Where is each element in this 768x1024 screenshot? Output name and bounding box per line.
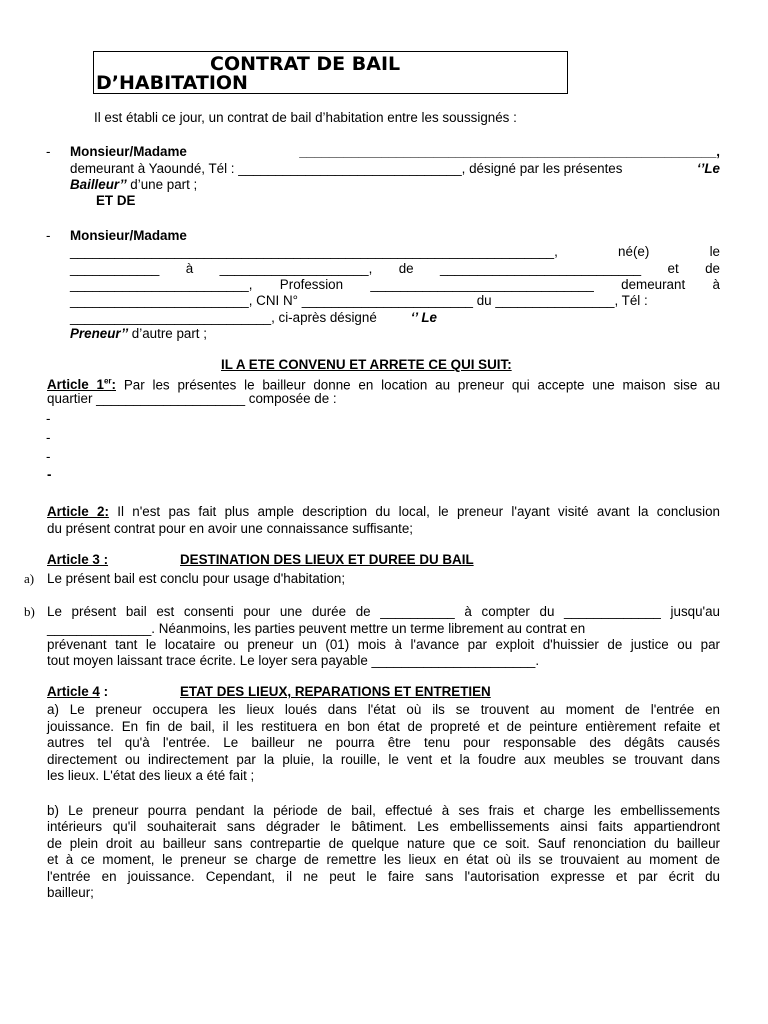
art3-heading: DESTINATION DES LIEUX ET DUREE DU BAIL bbox=[180, 552, 474, 567]
art1-dash-4: - bbox=[47, 467, 52, 482]
et-de-label: ET DE bbox=[96, 193, 136, 208]
party1-name-blank: ________________________________________________________, bbox=[299, 144, 720, 159]
art3-a-text: Le présent bail est conclu pour usage d'habitation; bbox=[47, 571, 346, 586]
art4-b-text5: l'entrée en jouissance. Cependant, il ne peut le faire sans l'autorisation expresse et par écrit du bbox=[47, 869, 720, 884]
art3-b-text2: ______________. Néanmoins, les parties peuvent mettre un terme librement au contrat en bbox=[47, 621, 586, 636]
art4-a-line1 bbox=[47, 702, 720, 718]
party2-profession-blank: ______________________________ bbox=[370, 277, 594, 292]
convenu-heading: IL A ETE CONVENU ET ARRETE CE QUI SUIT: bbox=[221, 357, 512, 372]
art2-text: Il n'est pas fait plus ample description du local, le preneur l'ayant visité avant la conclusion bbox=[108, 504, 720, 519]
document-title-line1: CONTRAT DE BAIL bbox=[210, 53, 401, 75]
art1-colon: : bbox=[111, 377, 116, 393]
party1-bailleur-label: Bailleur’’ bbox=[70, 177, 127, 192]
art4-label: Article 4 bbox=[47, 684, 100, 699]
art4-b-text4: et à ce moment, le preneur se charge de remettre les lieux en état où ils se trouvaient au moment de bbox=[47, 852, 720, 867]
party2-address-blank: ___________________________, ci-après désigné bbox=[70, 310, 377, 325]
art3-b-line1 bbox=[47, 604, 720, 620]
art3-label: Article 3 : bbox=[47, 552, 109, 567]
party2-de-label: de bbox=[398, 261, 414, 276]
document-title-line2: D’HABITATION bbox=[96, 72, 248, 94]
art3-b-text3: prévenant tant le locataire ou preneur un (01) mois à l'avance par exploit d'huissier de justice ou par bbox=[47, 637, 720, 652]
intro-text: Il est établi ce jour, un contrat de bail d’habitation entre les soussignés : bbox=[94, 110, 517, 125]
art4-b-text1: b) Le preneur pourra pendant la période de bail, effectué à ses frais et charge les embellissements bbox=[47, 803, 720, 818]
art4-colon: : bbox=[99, 684, 109, 699]
art1-dash-2: - bbox=[46, 430, 51, 445]
art3-b-line2 bbox=[47, 621, 720, 637]
party2-quote-open: ‘’ Le bbox=[410, 310, 437, 325]
party2-date-blank: ____________ bbox=[70, 261, 160, 276]
party1-line1 bbox=[70, 144, 720, 160]
party1-address: demeurant à Yaoundé, Tél : ______________________________, désigné par les présentes bbox=[70, 161, 623, 176]
art4-a-line2 bbox=[47, 719, 720, 735]
party1-quote-open: ‘’Le bbox=[696, 161, 720, 176]
art4-heading: ETAT DES LIEUX, REPARATIONS ET ENTRETIEN bbox=[180, 684, 491, 699]
party2-name-blank: _________________________________________________________________, bbox=[70, 244, 558, 259]
party2-a2-label: à bbox=[712, 277, 720, 292]
party2-et-label: et bbox=[667, 261, 679, 276]
art2-line2: du présent contrat pour en avoir une connaissance suffisante; bbox=[47, 521, 413, 536]
art4-a-line4 bbox=[47, 752, 720, 768]
art4-b-line2 bbox=[47, 819, 720, 835]
party1-line2 bbox=[70, 161, 720, 177]
party2-father-blank: ___________________________ bbox=[440, 261, 642, 276]
art1-dash-3: - bbox=[46, 449, 51, 464]
party2-demeurant-label: demeurant bbox=[621, 277, 686, 292]
art3-a-mark: a) bbox=[24, 571, 35, 586]
party2-line4 bbox=[70, 277, 720, 293]
party2-dash: - bbox=[46, 228, 51, 243]
party2-line2 bbox=[70, 244, 720, 260]
art4-a-text1: a) Le preneur occupera les lieux loués dans l'état où ils se trouvent au moment de l'entrée en bbox=[47, 702, 720, 717]
party2-place-blank: ____________________, bbox=[219, 261, 373, 276]
party2-part-text: d’autre part ; bbox=[128, 326, 207, 341]
art4-a-line5: les lieux. L'état des lieux a été fait ; bbox=[47, 768, 255, 783]
party2-mother-blank: ________________________, bbox=[70, 277, 253, 292]
party2-line7 bbox=[70, 326, 207, 342]
art2-line1 bbox=[47, 504, 720, 520]
art3-b-text1: Le présent bail est consenti pour une durée de __________ à compter du _____________ jusqu'au bbox=[47, 604, 720, 619]
party2-le-label: le bbox=[709, 244, 720, 259]
art4-a-line3 bbox=[47, 735, 720, 751]
party1-line3 bbox=[70, 177, 197, 193]
party2-de2-label: de bbox=[705, 261, 720, 276]
party2-line3 bbox=[70, 261, 720, 277]
art1-dash-1: - bbox=[46, 411, 51, 426]
art4-b-text3: de plein droit au bailleur sans contrepartie de quelque nature que ce soit. Sauf renonciation du bailleur bbox=[47, 836, 720, 851]
art1-line2: quartier ____________________ composée de : bbox=[47, 391, 337, 406]
party1-dash: - bbox=[46, 144, 51, 159]
party2-preneur-label: Preneur’’ bbox=[70, 326, 129, 341]
art1-text: Par les présentes le bailleur donne en location au preneur qui accepte une maison sise au bbox=[116, 377, 721, 393]
art1-sup: er bbox=[103, 377, 112, 386]
art4-b-line6: bailleur; bbox=[47, 885, 94, 900]
party2-a-label: à bbox=[185, 261, 194, 276]
art4-b-line4 bbox=[47, 852, 720, 868]
art4-a-text2: jouissance. En fin de bail, il les restituera en bon état de propreté et de peinture entièrement refaite et bbox=[47, 719, 720, 734]
art4-label-wrap bbox=[47, 684, 108, 700]
art2-label: Article 2: bbox=[47, 504, 109, 519]
art4-a-text3: autres tel qu'à l'entrée. Le bailleur ne pourra être tenu pour responsable des dégâts causés bbox=[47, 735, 720, 750]
art4-b-line3 bbox=[47, 836, 720, 852]
party2-line6 bbox=[70, 310, 437, 326]
art1-label-text: Article 1 bbox=[47, 377, 104, 393]
party1-name-label: Monsieur/Madame bbox=[70, 144, 187, 159]
party2-name-label: Monsieur/Madame bbox=[70, 228, 187, 243]
party1-part-text: d’une part ; bbox=[126, 177, 198, 192]
party2-line5: ________________________, CNI N° _______________________ du ________________, Tél : bbox=[70, 293, 648, 308]
party2-profession-label: Profession bbox=[279, 277, 344, 292]
party2-nee-label: né(e) bbox=[618, 244, 650, 259]
art4-b-text2: intérieurs qu'il souhaiterait sans dégrader le bâtiment. Les embellissements ainsi faits appartiendront bbox=[47, 819, 720, 834]
art3-b-mark: b) bbox=[24, 604, 35, 619]
art3-b-line4: tout moyen laissant trace écrite. Le loyer sera payable ______________________. bbox=[47, 653, 540, 668]
art4-b-line1 bbox=[47, 803, 720, 819]
art4-b-line5 bbox=[47, 869, 720, 885]
art4-a-text4: directement ou indirectement par la pluie, la rouille, le vent et la foudre aux meubles se trouvant dans bbox=[47, 752, 720, 767]
art3-b-line3 bbox=[47, 637, 720, 653]
